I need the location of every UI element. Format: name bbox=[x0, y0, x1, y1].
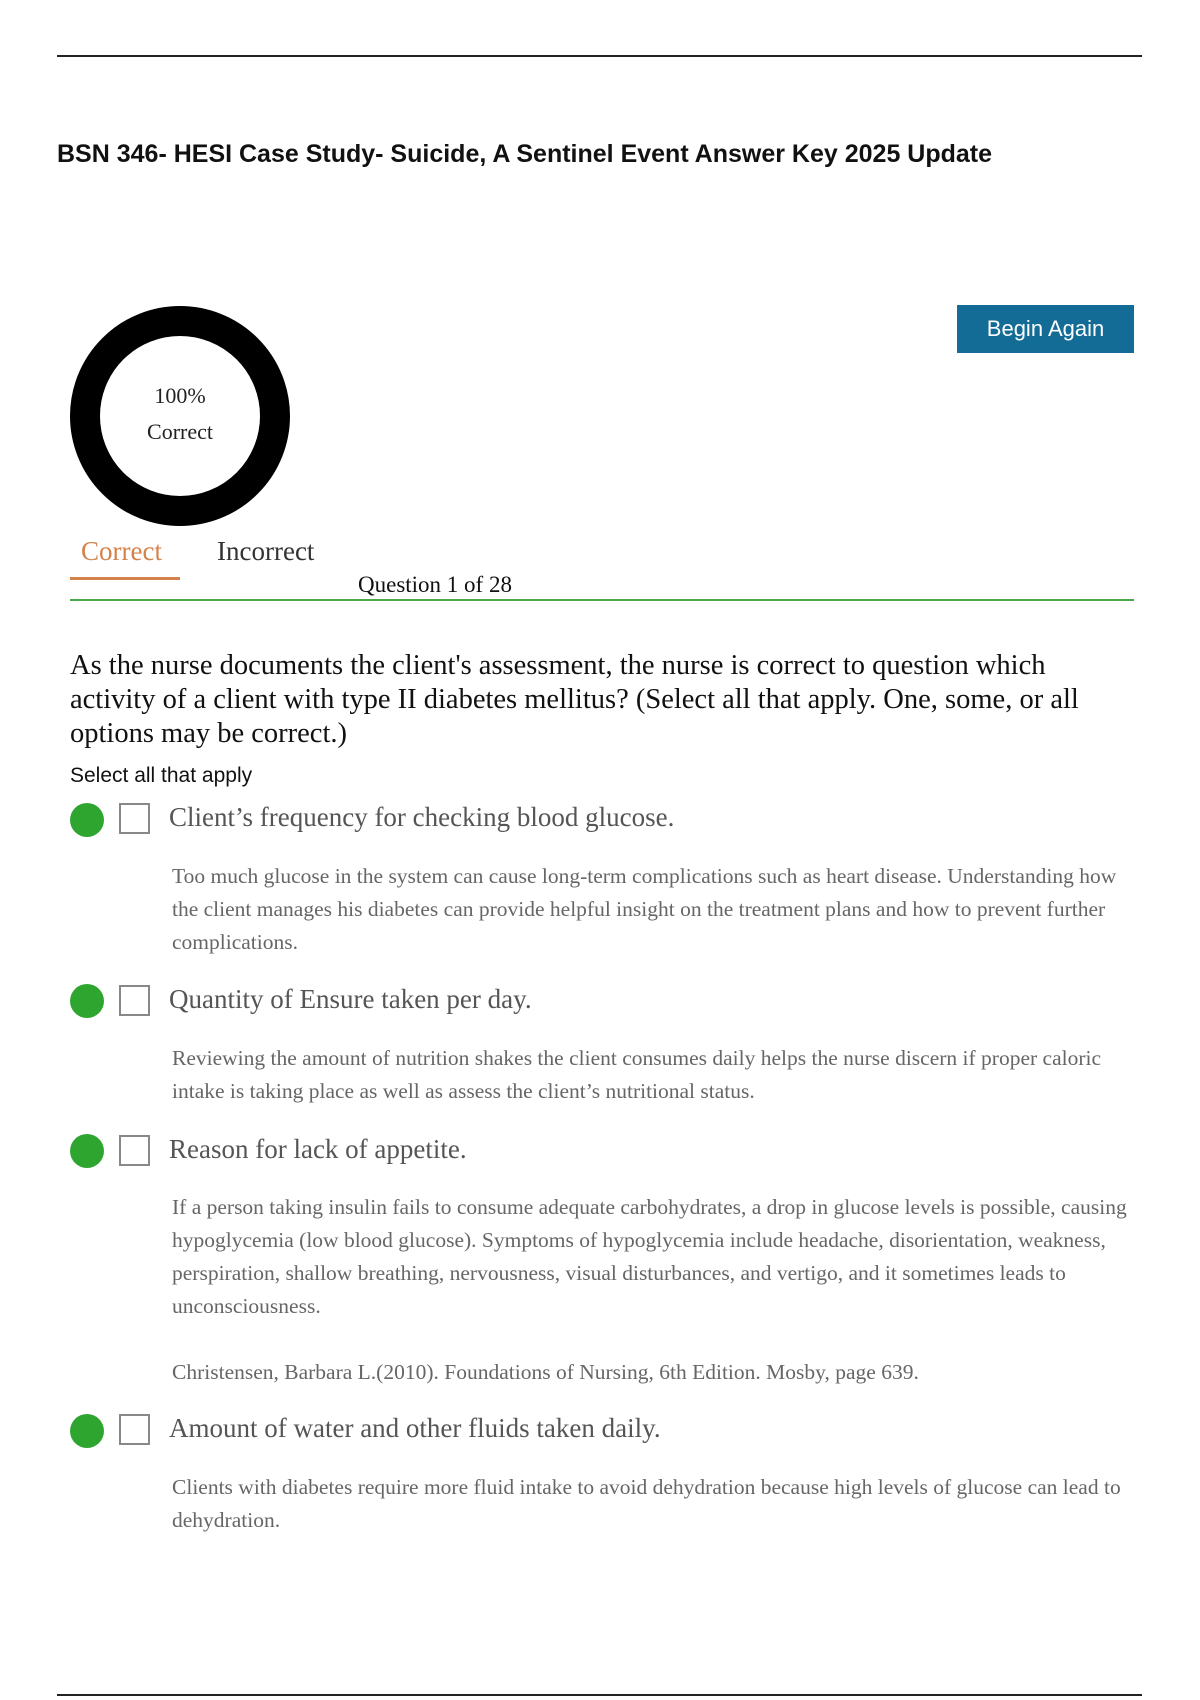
option-checkbox[interactable] bbox=[119, 985, 150, 1016]
correct-indicator-icon bbox=[70, 1134, 104, 1168]
correct-indicator-icon bbox=[70, 984, 104, 1018]
score-label: Correct bbox=[147, 419, 213, 444]
option-reference: Christensen, Barbara L.(2010). Foundations of Nursing, 6th Edition. Mosby, page 639. bbox=[172, 1360, 919, 1384]
option-rationale: If a person taking insulin fails to consume adequate carbohydrates, a drop in glucose levels is possible, causing hypoglycemia (low blood glucose). Symptoms of hypoglycemia include headache, disorientation, weakness, perspiration, shallow breathing, nervousness, visual disturbances, and vertigo, and it sometimes leads to unconsciousness. bbox=[172, 1195, 1127, 1318]
select-all-instruction: Select all that apply bbox=[70, 764, 253, 787]
top-rule bbox=[57, 55, 1142, 57]
correct-indicator-icon bbox=[70, 803, 104, 837]
option-label[interactable]: Reason for lack of appetite. bbox=[169, 1134, 467, 1164]
option-label[interactable]: Client’s frequency for checking blood glucose. bbox=[169, 802, 675, 832]
score-ring-text bbox=[100, 378, 260, 450]
begin-again-button[interactable]: Begin Again bbox=[957, 305, 1134, 353]
option-rationale: Clients with diabetes require more fluid intake to avoid dehydration because high levels of glucose can lead to dehydration. bbox=[172, 1475, 1121, 1532]
tab-correct[interactable]: Correct bbox=[81, 536, 162, 566]
option-checkbox[interactable] bbox=[119, 1414, 150, 1445]
option-label[interactable]: Quantity of Ensure taken per day. bbox=[169, 984, 532, 1014]
question-text: As the nurse documents the client's assessment, the nurse is correct to question which activity of a client with type II diabetes mellitus? (Select all that apply. One, some, or all options may be correct.) bbox=[70, 650, 1079, 749]
score-percent: 100% bbox=[154, 383, 206, 408]
correct-indicator-icon bbox=[70, 1414, 104, 1448]
option-rationale: Reviewing the amount of nutrition shakes the client consumes daily helps the nurse discern if proper caloric intake is taking place as well as assess the client’s nutritional status. bbox=[172, 1046, 1102, 1103]
option-checkbox[interactable] bbox=[119, 1135, 150, 1166]
option-rationale: Too much glucose in the system can cause long-term complications such as heart disease. Understanding how the client manages his diabetes can provide helpful insight on the treatment plans and how to prevent further complications. bbox=[172, 864, 1117, 954]
question-counter: Question 1 of 28 bbox=[358, 572, 512, 597]
option-label[interactable]: Amount of water and other fluids taken daily. bbox=[169, 1413, 661, 1443]
tab-incorrect[interactable]: Incorrect bbox=[217, 536, 315, 566]
option-checkbox[interactable] bbox=[119, 803, 150, 834]
active-tab-indicator bbox=[70, 577, 180, 580]
document-title: BSN 346- HESI Case Study- Suicide, A Sentinel Event Answer Key 2025 Update bbox=[57, 140, 993, 168]
bottom-rule bbox=[57, 1694, 1142, 1696]
question-divider bbox=[70, 599, 1134, 601]
